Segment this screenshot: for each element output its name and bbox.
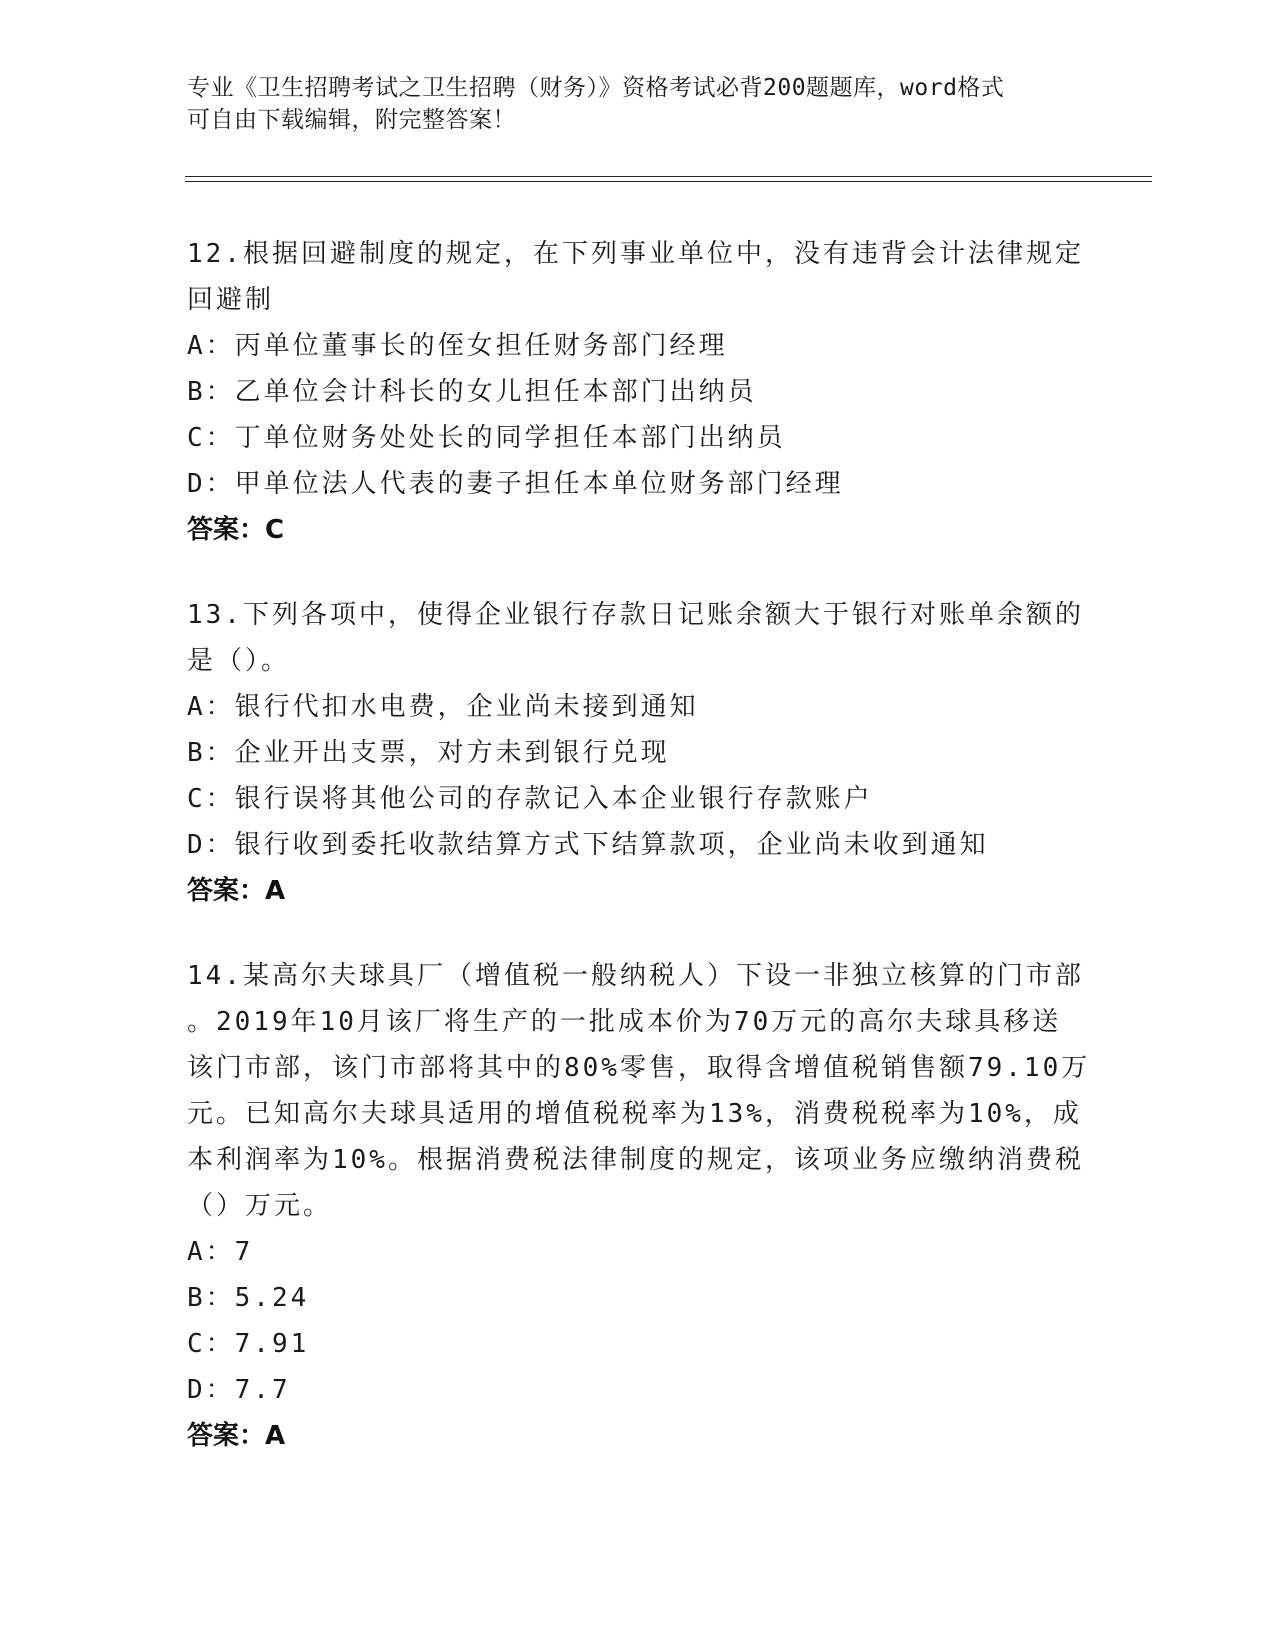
option-b: B：乙单位会计科长的女儿担任本部门出纳员 [187, 377, 757, 407]
question-13 [187, 592, 1087, 914]
option-b: B：5.24 [187, 1283, 310, 1313]
option-b: B：企业开出支票，对方未到银行兑现 [187, 738, 670, 768]
option-a: A：银行代扣水电费，企业尚未接到通知 [187, 692, 699, 722]
option-c: C：银行误将其他公司的存款记入本企业银行存款账户 [187, 784, 873, 814]
document-header [187, 72, 1087, 136]
option-d: D：银行收到委托收款结算方式下结算款项，企业尚未收到通知 [187, 830, 989, 860]
option-a: A：丙单位董事长的侄女担任财务部门经理 [187, 331, 728, 361]
question-stem-line: 回避制 [187, 285, 275, 315]
question-stem-line: 本利润率为10%。根据消费税法律制度的规定，该项业务应缴纳消费税 [187, 1145, 1084, 1175]
option-d: D：甲单位法人代表的妻子担任本单位财务部门经理 [187, 469, 844, 499]
question-stem-line: 是（）。 [187, 646, 291, 676]
question-stem-line: 12.根据回避制度的规定，在下列事业单位中，没有违背会计法律规定 [187, 239, 1084, 269]
question-stem-line: 13.下列各项中，使得企业银行存款日记账余额大于银行对账单余额的 [187, 600, 1084, 630]
option-c: C：7.91 [187, 1329, 310, 1359]
header-divider-bottom [185, 181, 1152, 182]
header-divider-top [185, 176, 1152, 177]
question-14 [187, 953, 1091, 1459]
header-line-2: 可自由下载编辑，附完整答案！ [187, 107, 516, 133]
option-c: C：丁单位财务处处长的同学担任本部门出纳员 [187, 423, 786, 453]
answer-line: 答案：A [187, 1421, 286, 1451]
option-d: D：7.7 [187, 1375, 291, 1405]
question-stem-line: 元。已知高尔夫球具适用的增值税税率为13%，消费税税率为10%，成 [187, 1099, 1082, 1129]
question-stem-line: （）万元。 [187, 1191, 333, 1221]
answer-line: 答案：A [187, 876, 286, 906]
question-stem-line: 14.某高尔夫球具厂（增值税一般纳税人）下设一非独立核算的门市部 [187, 961, 1084, 991]
question-stem-line: 该门市部，该门市部将其中的80%零售，取得含增值税销售额79.10万 [187, 1053, 1091, 1083]
question-12 [187, 231, 1087, 553]
header-line-1: 专业《卫生招聘考试之卫生招聘（财务）》资格考试必背200题题库，word格式 [187, 75, 1005, 101]
option-a: A：7 [187, 1237, 254, 1267]
answer-line: 答案：C [187, 515, 285, 545]
question-stem-line: 。2019年10月该厂将生产的一批成本价为70万元的高尔夫球具移送 [187, 1007, 1062, 1037]
